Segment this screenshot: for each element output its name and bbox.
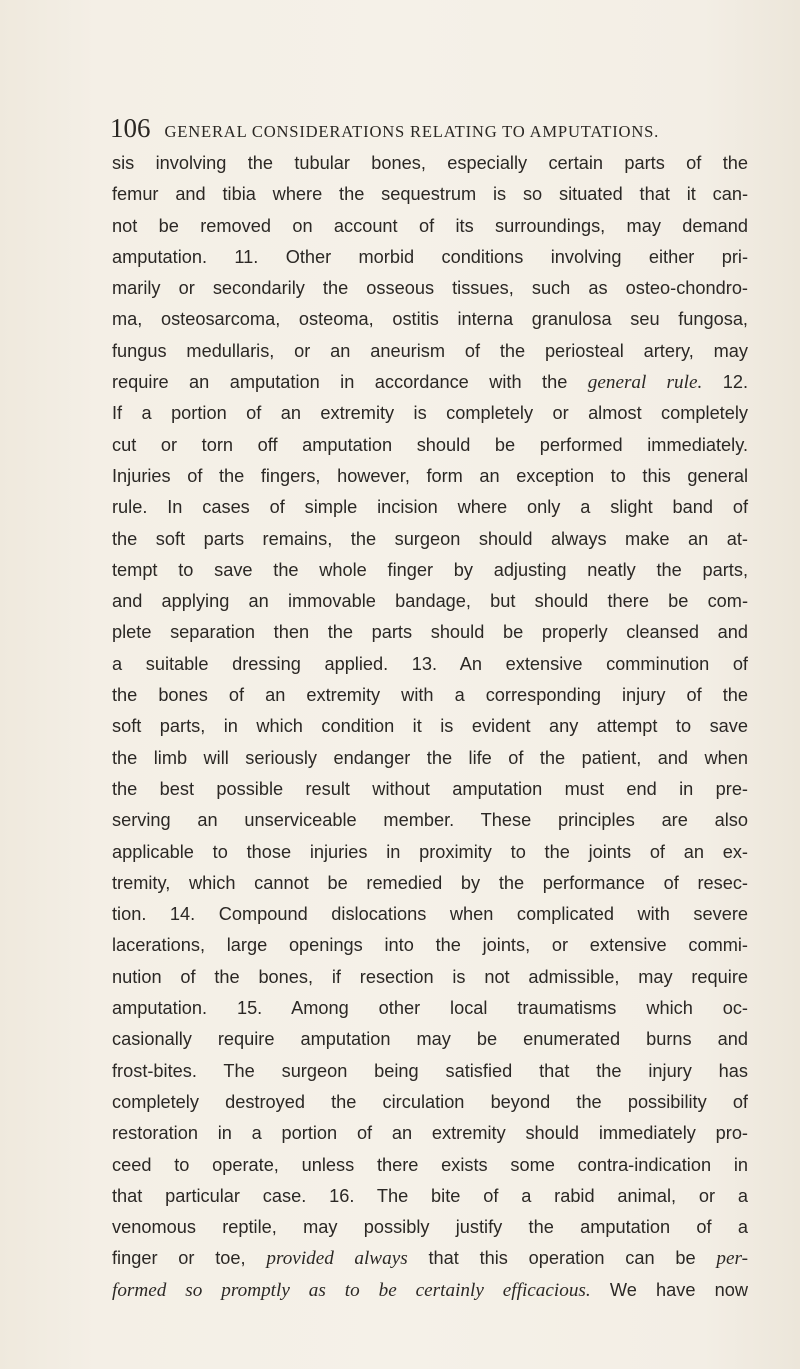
text-line: ceed to operate, unless there exists some contra-indication in	[112, 1154, 748, 1175]
text-line: marily or secondarily the osseous tissues, such as osteo-chondro-	[112, 278, 748, 299]
italic-phrase: provided always	[266, 1248, 408, 1270]
text-line: not be removed on account of its surroundings, may demand	[112, 215, 748, 236]
text-line: lacerations, large openings into the joints, or extensive commi-	[112, 935, 748, 956]
running-head: GENERAL CONSIDERATIONS RELATING TO AMPUTATIONS.	[164, 122, 660, 141]
text-line: cut or torn off amputation should be performed immediately.	[112, 434, 748, 455]
text-line: frost-bites. The surgeon being satisfied that the injury has	[112, 1060, 748, 1081]
text-line: sis involving the tubular bones, especially certain parts of the	[112, 153, 748, 173]
text-line: tion. 14. Compound dislocations when complicated with severe	[112, 904, 748, 925]
italic-phrase: per-	[716, 1248, 749, 1270]
text-line: If a portion of an extremity is completely or almost completely	[112, 403, 748, 424]
text-line: require an amputation in accordance with the general rule. 12.	[112, 372, 748, 394]
text-line: serving an unserviceable member. These principles are also	[112, 810, 748, 831]
italic-phrase: general rule.	[587, 372, 703, 394]
text-line: the soft parts remains, the surgeon should always make an at-	[112, 528, 748, 549]
text-line: restoration in a portion of an extremity should immediately pro-	[112, 1123, 748, 1144]
text-line: femur and tibia where the sequestrum is so situated that it can-	[112, 184, 748, 205]
text-line: tempt to save the whole finger by adjusting neatly the parts,	[112, 559, 748, 580]
text-line: venomous reptile, may possibly justify the amputation of a	[112, 1217, 748, 1238]
text-line: completely destroyed the circulation beyond the possibility of	[112, 1091, 748, 1112]
text-line: fungus medullaris, or an aneurism of the periosteal artery, may	[112, 340, 748, 361]
text-line: the bones of an extremity with a corresponding injury of the	[112, 685, 748, 706]
text-line: and applying an immovable bandage, but should there be com-	[112, 591, 748, 612]
text-line: applicable to those injuries in proximity to the joints of an ex-	[112, 841, 748, 862]
text-line: the limb will seriously endanger the life of the patient, and when	[112, 747, 748, 768]
text-line: a suitable dressing applied. 13. An extensive comminution of	[112, 653, 748, 674]
italic-phrase: formed so promptly as to be certainly efficacious.	[112, 1279, 591, 1301]
text-line: finger or toe, provided always that this operation can be per-	[112, 1248, 749, 1270]
text-line: casionally require amputation may be enumerated burns and	[112, 1029, 748, 1050]
text-line: amputation. 15. Among other local traumatisms which oc-	[112, 998, 748, 1019]
text-line: ma, osteosarcoma, osteoma, ostitis interna granulosa seu fungosa,	[112, 309, 748, 330]
page-number: 106	[110, 113, 151, 143]
text-line: that particular case. 16. The bite of a rabid animal, or a	[112, 1185, 748, 1206]
text-line: formed so promptly as to be certainly efficacious. We have now	[112, 1279, 748, 1301]
page-header	[110, 113, 750, 143]
text-line: the best possible result without amputation must end in pre-	[112, 778, 748, 799]
text-line: soft parts, in which condition it is evident any attempt to save	[112, 716, 748, 737]
text-line: plete separation then the parts should be properly cleansed and	[112, 622, 748, 643]
text-line: amputation. 11. Other morbid conditions involving either pri-	[112, 246, 748, 267]
text-line: nution of the bones, if resection is not admissible, may require	[112, 966, 748, 987]
text-line: rule. In cases of simple incision where only a slight band of	[112, 497, 748, 518]
text-line: tremity, which cannot be remedied by the performance of resec-	[112, 872, 748, 893]
text-line: Injuries of the fingers, however, form an exception to this general	[112, 465, 748, 486]
body-text	[112, 148, 748, 1306]
